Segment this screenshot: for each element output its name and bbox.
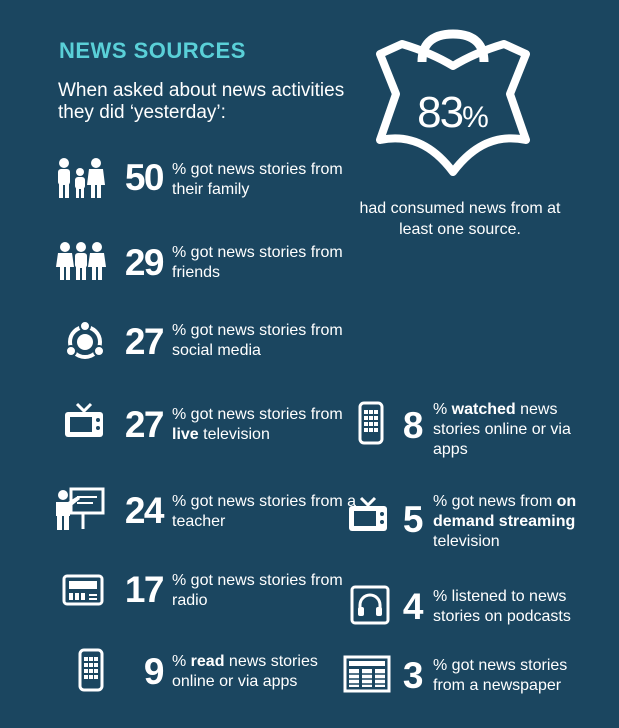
friends-icon (56, 241, 106, 281)
stat-text: news stories online or via apps (172, 653, 318, 690)
stat-text-friends (172, 243, 372, 283)
stat-text: % got news stories from (172, 406, 343, 423)
stat-text: television (433, 533, 500, 550)
stat-text-live-tv (172, 405, 372, 445)
teacher-icon (53, 487, 105, 531)
highlight-percentage (400, 88, 504, 143)
stat-value-radio: 17 (124, 569, 163, 610)
stat-text-newspaper (433, 656, 603, 696)
family-icon (54, 157, 106, 199)
stat-value-friends: 29 (124, 242, 163, 283)
highlight-unit: % (462, 101, 487, 134)
intro-text: When asked about news activities they did ‘yesterday’: (58, 80, 345, 123)
stat-text-bold: watched (451, 401, 516, 418)
stat-text-streaming-tv (433, 492, 613, 552)
stat-text-social-media (172, 321, 372, 361)
stat-value-podcasts: 4 (402, 586, 422, 627)
stat-text: % got news from (433, 493, 557, 510)
stat-text: % got news stories from radio (172, 572, 343, 609)
stat-value-social-media: 27 (124, 321, 163, 362)
stat-value-family: 50 (124, 157, 163, 198)
stat-text-family (172, 160, 372, 200)
television-icon (63, 402, 105, 440)
stat-text: % got news stories from a newspaper (433, 657, 568, 694)
stat-text: % got news stories from social media (172, 322, 343, 359)
stat-value-newspaper: 3 (402, 655, 422, 696)
stat-text-bold: read (190, 653, 225, 670)
stat-text: television (198, 426, 270, 443)
stat-value-read-online: 9 (143, 651, 163, 692)
stat-text-bold: on demand streaming (433, 493, 577, 530)
smartphone-icon (78, 648, 104, 692)
stat-text-bold: live (172, 426, 199, 443)
stat-text-watched-online (433, 400, 593, 460)
stat-value-teacher: 24 (124, 490, 163, 531)
stat-value-streaming-tv: 5 (402, 499, 422, 540)
stat-value-live-tv: 27 (124, 404, 163, 445)
stat-text: % (433, 401, 452, 418)
highlight-value: 83 (417, 88, 463, 137)
stat-text-read-online (172, 652, 342, 692)
stat-text: % got news stories from their family (172, 161, 343, 198)
stat-text: % got news stories from friends (172, 244, 343, 281)
radio-icon (62, 574, 104, 606)
stat-text: % got news stories from a teacher (172, 493, 357, 530)
stat-text-podcasts (433, 587, 603, 627)
stat-value-watched-online: 8 (402, 405, 422, 446)
stat-text-radio (172, 571, 372, 611)
stat-text: % listened to news stories on podcasts (433, 588, 571, 625)
highlight-caption: had consumed news from at least one source. (359, 200, 561, 238)
social-network-icon (63, 320, 107, 364)
stat-text-teacher (172, 492, 372, 532)
stat-text: news stories online or via apps (433, 401, 571, 458)
newspaper-icon (343, 655, 391, 693)
page-title: NEWS SOURCES (59, 38, 246, 63)
stat-text: % (172, 653, 191, 670)
